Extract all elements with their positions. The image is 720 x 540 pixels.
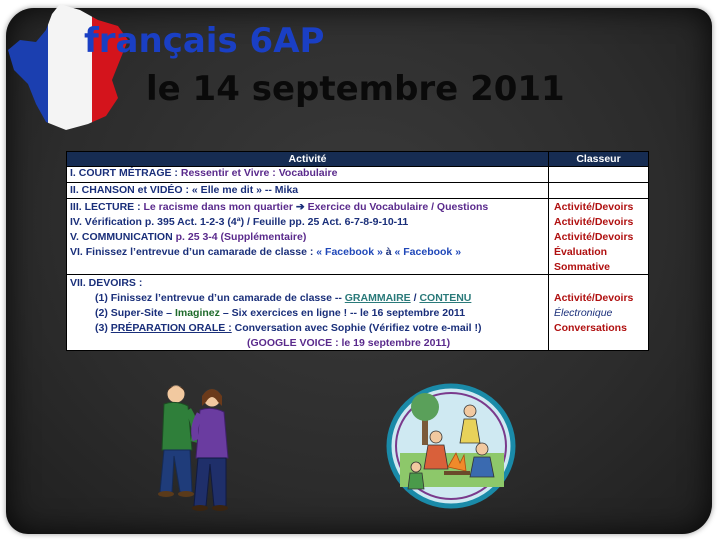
page-subtitle-date: le 14 septembre 2011 xyxy=(146,69,565,109)
header-activity: Activité xyxy=(67,152,548,166)
classeur-cell: Activité/Devoirs xyxy=(554,231,634,243)
table-row: I. COURT MÉTRAGE : Ressentir et Vivre : Vocabulaire xyxy=(70,167,338,179)
table-row: (2) Super-Site – Imaginez – Six exercices en ligne ! -- le 16 septembre 2011 xyxy=(95,307,466,319)
classeur-cell: Activité/Devoirs xyxy=(554,292,634,304)
arrow-icon: ➔ xyxy=(295,201,305,213)
link-contenu[interactable]: CONTENU xyxy=(419,292,472,304)
classeur-cell: Électronique xyxy=(554,307,613,319)
table-row: V. COMMUNICATION p. 25 3-4 (Supplémentaire) xyxy=(70,231,307,243)
lesson-table xyxy=(66,151,649,351)
row-divider xyxy=(67,198,648,199)
classeur-cell: Conversations xyxy=(554,322,627,334)
classeur-cell: Sommative xyxy=(554,261,611,273)
table-row: (3) PRÉPARATION ORALE : Conversation avec Sophie (Vérifiez votre e-mail !) xyxy=(95,322,482,334)
classeur-cell: Activité/Devoirs xyxy=(554,216,634,228)
table-row: II. CHANSON et VIDÉO : « Elle me dit » -- Mika xyxy=(70,184,299,196)
table-row: (1) Finissez l’entrevue d’un camarade de classe -- GRAMMAIRE / CONTENU xyxy=(95,292,472,304)
page-title: français 6AP xyxy=(84,21,325,61)
table-row: (GOOGLE VOICE : le 19 septembre 2011) xyxy=(247,337,451,349)
classeur-cell: Évaluation xyxy=(554,246,608,258)
link-grammaire[interactable]: GRAMMAIRE xyxy=(344,292,411,304)
campfire-illustration xyxy=(386,383,516,509)
table-row: III. LECTURE : Le racisme dans mon quartier ➔ Exercice du Vocabulaire / Questions xyxy=(70,201,489,213)
table-row: IV. Vérification p. 395 Act. 1-2-3 (4ª) / Feuille pp. 25 Act. 6-7-8-9-10-11 xyxy=(70,216,409,228)
header-classeur: Classeur xyxy=(548,152,648,166)
couple-walking-illustration xyxy=(150,380,250,532)
table-row: VI. Finissez l’entrevue d’un camarade de classe : « Facebook » à « Facebook » xyxy=(70,246,462,258)
table-row: VII. DEVOIRS : xyxy=(70,277,143,289)
classeur-cell: Activité/Devoirs xyxy=(554,201,634,213)
